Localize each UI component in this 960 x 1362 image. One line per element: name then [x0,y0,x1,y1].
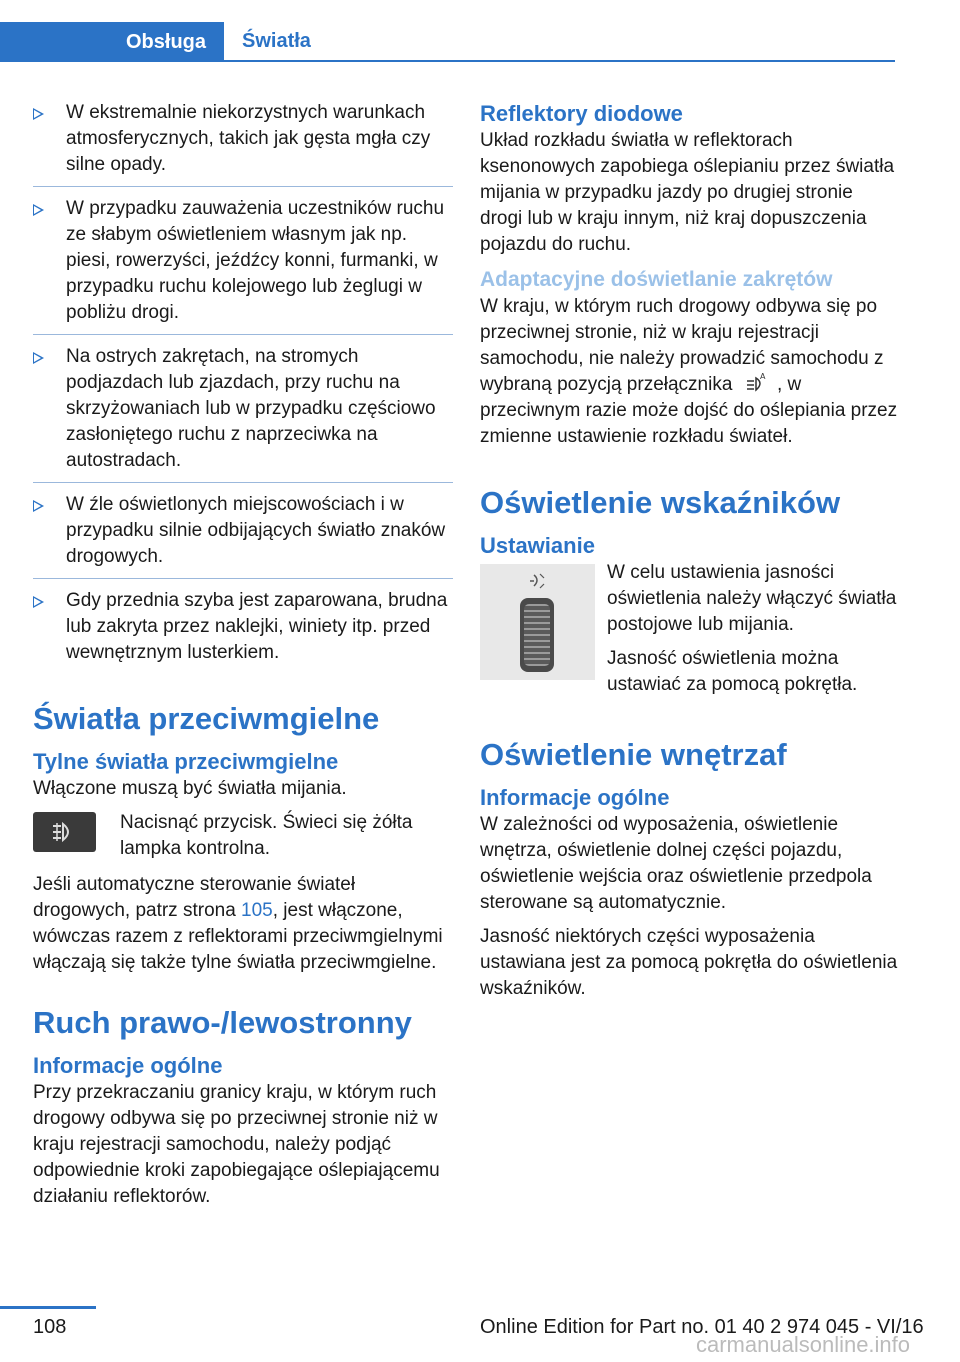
watermark: carmanualsonline.info [696,1332,911,1357]
adaptive-text: W kraju, w którym ruch drogowy odbywa się po przeciwnej stronie, niż w kraju rejestracji samochodu, nie należy prowadzić samochodu z wybraną pozycją przełącznika A , w przeciwnym razie może dojść do oślepiania przez zmienne ustawienie rozkładu świateł. [480,296,898,447]
tab-obsluga[interactable]: Obsługa [0,22,224,62]
rear-fog-light-icon [33,812,96,852]
right-column [480,100,898,1010]
setting-heading: Ustawianie [480,533,595,558]
general-info-text: Przy przekraczaniu granicy kraju, w którym ruch drogowy odbywa się po przeciwnej stronie niż w kraju rejestracji samochodu, należy podjąć odpowiednie kroki zapobiegające oślepiającemu działaniu reflektorów. [33,1082,440,1207]
instrument-lighting-knob-icon [480,564,595,680]
left-column [33,100,453,1218]
page-number: 108 [33,1316,67,1338]
edition-text: Online Edition for Part no. 01 40 2 974 045 - VI/16 [480,1316,924,1338]
list-item: W źle oświetlonych miejscowościach i w przypadku silnie odbijających światło znaków drogowych. [33,492,453,579]
page-header [0,0,960,62]
footer-rule [0,1306,96,1309]
fog-button-text: Nacisnąć przycisk. Świeci się żółta lampka kontrolna. [120,812,413,859]
traffic-heading: Ruch prawo-/lewostronny [33,1005,412,1040]
svg-text:A: A [759,372,766,381]
setting-text-2: Jasność oświetlenia można ustawiać za pomocą pokrętła. [607,648,858,695]
rear-fog-heading: Tylne światła przeciwmgielne [33,749,339,774]
bullet-triangle-icon [33,108,44,120]
interior-text-2: Jasność niektórych części wyposażenia ustawiana jest za pomocą pokrętła do oświetlenia wskaźników. [480,926,898,999]
page-link[interactable]: 105 [241,900,273,921]
instrument-lighting-heading: Oświetlenie wskaźników [480,485,841,520]
led-text: Układ rozkładu światła w reflektorach ksenonowych zapobiega oślepianiu przez światła mijania w przypadku jazdy po drugiej stronie drogi lub w kraju innym, niż kraj dopuszczenia pojazdu do ruchu. [480,130,895,255]
rear-fog-text: Włączone muszą być światła mijania. [33,778,347,799]
automatic-headlight-switch-icon [738,372,772,394]
fog-button-row [33,810,453,862]
list-item: Gdy przednia szyba jest zaparowana, brudna lub zakryta przez naklejki, winiety itp. przed wewnętrznym lusterkiem. [33,588,453,674]
bullet-triangle-icon [33,500,44,512]
interior-text-1: W zależności od wyposażenia, oświetlenie wnętrza, oświetlenie dolnej części pojazdu, oświetlenie wejścia oraz oświetlenie przedpola sterowane są automatycznie. [480,814,872,913]
fog-lights-heading: Światła przeciwmgielne [33,701,380,736]
setting-text-1: W celu ustawienia jasności oświetlenia należy włączyć światła postojowe lub mijania. [607,562,897,635]
led-heading: Reflektory diodowe [480,101,683,126]
interior-general-heading: Informacje ogólne [480,785,670,810]
auto-lights-text: Jeśli automatyczne sterowanie świateł drogowych, patrz strona 105, jest włączone, wówczas razem z reflektorami przeciwmgielnymi włączają się także tylne światła przeciwmgielne. [33,874,443,973]
knob-row [480,548,898,706]
list-item: Na ostrych zakrętach, na stromych podjazdach lub zjazdach, przy ruchu na skrzyżowaniach lub w przypadku częściowo zasłoniętego ruchu z naprzeciwka na autostradach. [33,344,453,483]
bullet-triangle-icon [33,352,44,364]
adaptive-heading: Adaptacyjne doświetlanie zakrętów [480,268,833,291]
bullet-triangle-icon [33,596,44,608]
setting-text-block [607,548,898,706]
list-item: W ekstremalnie niekorzystnych warunkach atmosferycznych, takich jak gęsta mgła czy silne opady. [33,100,453,187]
general-info-heading: Informacje ogólne [33,1053,223,1078]
list-item: W przypadku zauważenia uczestników ruchu ze słabym oświetleniem własnym jak np. piesi, rowerzyści, jeźdźcy konni, furmanki, w przypadku ruchu kolejowego lub żeglugi w pobliżu drogi. [33,196,453,335]
interior-lighting-heading: Oświetlenie wnętrzaf [480,737,787,772]
tab-swiatla[interactable]: Światła [224,22,895,62]
bullet-triangle-icon [33,204,44,216]
